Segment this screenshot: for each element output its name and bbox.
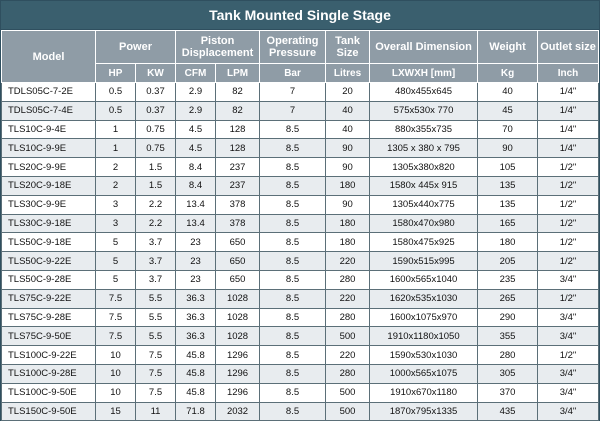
cell-dimension: 575x530x 770 xyxy=(370,101,478,120)
cell-model: TLS75C-9-28E xyxy=(2,308,96,327)
cell-cfm: 23 xyxy=(176,233,216,252)
unit-hp: HP xyxy=(96,64,136,83)
header-power: Power xyxy=(96,31,176,64)
cell-model: TLS10C-9-4E xyxy=(2,120,96,139)
cell-model: TLS100C-9-28E xyxy=(2,364,96,383)
table-row xyxy=(2,120,599,139)
cell-dimension: 880x355x735 xyxy=(370,120,478,139)
table-row xyxy=(2,214,599,233)
cell-kw: 2.2 xyxy=(136,195,176,214)
cell-tank-litres: 500 xyxy=(326,327,370,346)
cell-tank-litres: 180 xyxy=(326,233,370,252)
cell-hp: 7.5 xyxy=(96,308,136,327)
cell-dimension: 1620x535x1030 xyxy=(370,289,478,308)
cell-model: TDLS05C-7-4E xyxy=(2,101,96,120)
cell-dimension: 1600x1075x970 xyxy=(370,308,478,327)
cell-outlet: 3/4" xyxy=(538,270,599,289)
cell-outlet: 1/2" xyxy=(538,214,599,233)
cell-dimension: 1590x515x995 xyxy=(370,252,478,271)
header-tank-size: Tank Size xyxy=(326,31,370,64)
unit-dimension: LXWXH [mm] xyxy=(370,64,478,83)
cell-kw: 3.7 xyxy=(136,252,176,271)
unit-litres: Litres xyxy=(326,64,370,83)
table-row xyxy=(2,308,599,327)
cell-cfm: 2.9 xyxy=(176,101,216,120)
cell-hp: 5 xyxy=(96,233,136,252)
cell-bar: 8.5 xyxy=(260,120,326,139)
cell-lpm: 650 xyxy=(216,233,260,252)
cell-model: TLS75C-9-50E xyxy=(2,327,96,346)
cell-lpm: 128 xyxy=(216,139,260,158)
table-row xyxy=(2,270,599,289)
cell-bar: 8.5 xyxy=(260,402,326,421)
cell-bar: 7 xyxy=(260,83,326,102)
cell-outlet: 1/4" xyxy=(538,139,599,158)
cell-outlet: 3/4" xyxy=(538,327,599,346)
header-weight: Weight xyxy=(478,31,538,64)
cell-hp: 10 xyxy=(96,383,136,402)
cell-hp: 5 xyxy=(96,252,136,271)
cell-model: TLS30C-9-9E xyxy=(2,195,96,214)
cell-outlet: 3/4" xyxy=(538,402,599,421)
cell-kw: 11 xyxy=(136,402,176,421)
cell-tank-litres: 280 xyxy=(326,364,370,383)
cell-tank-litres: 20 xyxy=(326,83,370,102)
cell-model: TDLS05C-7-2E xyxy=(2,83,96,102)
cell-tank-litres: 500 xyxy=(326,383,370,402)
cell-lpm: 650 xyxy=(216,270,260,289)
cell-cfm: 2.9 xyxy=(176,83,216,102)
cell-tank-litres: 220 xyxy=(326,289,370,308)
cell-cfm: 8.4 xyxy=(176,158,216,177)
cell-dimension: 1600x565x1040 xyxy=(370,270,478,289)
cell-dimension: 1910x670x1180 xyxy=(370,383,478,402)
cell-lpm: 378 xyxy=(216,195,260,214)
cell-lpm: 650 xyxy=(216,252,260,271)
cell-kw: 0.37 xyxy=(136,101,176,120)
cell-bar: 8.5 xyxy=(260,364,326,383)
cell-lpm: 1028 xyxy=(216,308,260,327)
cell-outlet: 1/4" xyxy=(538,101,599,120)
cell-tank-litres: 90 xyxy=(326,139,370,158)
cell-weight: 135 xyxy=(478,176,538,195)
cell-model: TLS75C-9-22E xyxy=(2,289,96,308)
table-row xyxy=(2,101,599,120)
cell-bar: 8.5 xyxy=(260,139,326,158)
cell-kw: 3.7 xyxy=(136,270,176,289)
cell-weight: 135 xyxy=(478,195,538,214)
cell-weight: 305 xyxy=(478,364,538,383)
cell-tank-litres: 280 xyxy=(326,270,370,289)
cell-hp: 5 xyxy=(96,270,136,289)
cell-hp: 15 xyxy=(96,402,136,421)
cell-dimension: 1000x565x1075 xyxy=(370,364,478,383)
cell-bar: 8.5 xyxy=(260,176,326,195)
unit-inch: Inch xyxy=(538,64,599,83)
table-title: Tank Mounted Single Stage xyxy=(1,1,599,30)
table-row xyxy=(2,402,599,421)
cell-lpm: 378 xyxy=(216,214,260,233)
cell-cfm: 45.8 xyxy=(176,364,216,383)
cell-lpm: 1028 xyxy=(216,327,260,346)
cell-bar: 8.5 xyxy=(260,383,326,402)
cell-tank-litres: 220 xyxy=(326,346,370,365)
cell-cfm: 36.3 xyxy=(176,327,216,346)
spec-table xyxy=(1,30,599,421)
cell-lpm: 2032 xyxy=(216,402,260,421)
cell-dimension: 1870x795x1335 xyxy=(370,402,478,421)
cell-model: TLS30C-9-18E xyxy=(2,214,96,233)
cell-weight: 265 xyxy=(478,289,538,308)
cell-dimension: 1910x1180x1050 xyxy=(370,327,478,346)
cell-hp: 7.5 xyxy=(96,289,136,308)
unit-kg: Kg xyxy=(478,64,538,83)
cell-hp: 3 xyxy=(96,214,136,233)
table-row xyxy=(2,289,599,308)
cell-lpm: 128 xyxy=(216,120,260,139)
table-body xyxy=(2,83,599,421)
cell-model: TLS150C-9-50E xyxy=(2,402,96,421)
cell-lpm: 82 xyxy=(216,101,260,120)
cell-weight: 90 xyxy=(478,139,538,158)
cell-lpm: 1028 xyxy=(216,289,260,308)
cell-outlet: 1/4" xyxy=(538,120,599,139)
cell-cfm: 4.5 xyxy=(176,139,216,158)
cell-dimension: 1590x530x1030 xyxy=(370,346,478,365)
table-row xyxy=(2,158,599,177)
cell-weight: 40 xyxy=(478,83,538,102)
unit-bar: Bar xyxy=(260,64,326,83)
cell-weight: 70 xyxy=(478,120,538,139)
table-row xyxy=(2,195,599,214)
cell-outlet: 1/2" xyxy=(538,176,599,195)
cell-cfm: 8.4 xyxy=(176,176,216,195)
cell-kw: 1.5 xyxy=(136,176,176,195)
cell-kw: 7.5 xyxy=(136,383,176,402)
table-row xyxy=(2,364,599,383)
cell-kw: 0.75 xyxy=(136,120,176,139)
cell-model: TLS20C-9-9E xyxy=(2,158,96,177)
cell-cfm: 23 xyxy=(176,252,216,271)
table-row xyxy=(2,83,599,102)
cell-hp: 7.5 xyxy=(96,327,136,346)
cell-model: TLS100C-9-22E xyxy=(2,346,96,365)
cell-kw: 3.7 xyxy=(136,233,176,252)
cell-hp: 2 xyxy=(96,176,136,195)
cell-model: TLS10C-9-9E xyxy=(2,139,96,158)
cell-weight: 180 xyxy=(478,233,538,252)
cell-weight: 165 xyxy=(478,214,538,233)
cell-tank-litres: 40 xyxy=(326,101,370,120)
cell-cfm: 45.8 xyxy=(176,346,216,365)
cell-bar: 8.5 xyxy=(260,346,326,365)
cell-bar: 8.5 xyxy=(260,289,326,308)
cell-lpm: 1296 xyxy=(216,364,260,383)
header-model: Model xyxy=(2,31,96,83)
cell-cfm: 45.8 xyxy=(176,383,216,402)
cell-kw: 7.5 xyxy=(136,346,176,365)
table-row xyxy=(2,383,599,402)
cell-hp: 10 xyxy=(96,364,136,383)
unit-cfm: CFM xyxy=(176,64,216,83)
cell-dimension: 1305 x 380 x 795 xyxy=(370,139,478,158)
cell-weight: 280 xyxy=(478,346,538,365)
cell-weight: 355 xyxy=(478,327,538,346)
header-operating-pressure: Operating Pressure xyxy=(260,31,326,64)
cell-tank-litres: 180 xyxy=(326,176,370,195)
cell-weight: 205 xyxy=(478,252,538,271)
cell-cfm: 13.4 xyxy=(176,214,216,233)
cell-model: TLS50C-9-28E xyxy=(2,270,96,289)
cell-cfm: 36.3 xyxy=(176,289,216,308)
header-piston-displacement: Piston Displacement xyxy=(176,31,260,64)
cell-dimension: 480x455x645 xyxy=(370,83,478,102)
cell-lpm: 1296 xyxy=(216,383,260,402)
cell-bar: 8.5 xyxy=(260,270,326,289)
cell-tank-litres: 180 xyxy=(326,214,370,233)
cell-bar: 8.5 xyxy=(260,233,326,252)
cell-lpm: 237 xyxy=(216,158,260,177)
cell-model: TLS100C-9-50E xyxy=(2,383,96,402)
cell-outlet: 1/2" xyxy=(538,195,599,214)
cell-model: TLS20C-9-18E xyxy=(2,176,96,195)
cell-tank-litres: 40 xyxy=(326,120,370,139)
cell-outlet: 1/2" xyxy=(538,158,599,177)
cell-cfm: 13.4 xyxy=(176,195,216,214)
cell-kw: 0.37 xyxy=(136,83,176,102)
cell-model: TLS50C-9-22E xyxy=(2,252,96,271)
cell-dimension: 1305x380x820 xyxy=(370,158,478,177)
cell-bar: 8.5 xyxy=(260,195,326,214)
cell-kw: 0.75 xyxy=(136,139,176,158)
cell-kw: 5.5 xyxy=(136,327,176,346)
cell-weight: 290 xyxy=(478,308,538,327)
table-row xyxy=(2,327,599,346)
cell-tank-litres: 500 xyxy=(326,402,370,421)
cell-cfm: 4.5 xyxy=(176,120,216,139)
cell-weight: 45 xyxy=(478,101,538,120)
cell-outlet: 3/4" xyxy=(538,364,599,383)
cell-bar: 8.5 xyxy=(260,252,326,271)
cell-tank-litres: 90 xyxy=(326,158,370,177)
table-row xyxy=(2,233,599,252)
cell-lpm: 237 xyxy=(216,176,260,195)
cell-bar: 8.5 xyxy=(260,327,326,346)
cell-bar: 8.5 xyxy=(260,158,326,177)
cell-hp: 10 xyxy=(96,346,136,365)
cell-weight: 435 xyxy=(478,402,538,421)
cell-bar: 8.5 xyxy=(260,214,326,233)
header-overall-dimension: Overall Dimension xyxy=(370,31,478,64)
cell-weight: 370 xyxy=(478,383,538,402)
cell-cfm: 36.3 xyxy=(176,308,216,327)
cell-kw: 5.5 xyxy=(136,289,176,308)
cell-lpm: 1296 xyxy=(216,346,260,365)
cell-kw: 1.5 xyxy=(136,158,176,177)
cell-cfm: 23 xyxy=(176,270,216,289)
header-outlet-size: Outlet size xyxy=(538,31,599,64)
cell-kw: 7.5 xyxy=(136,364,176,383)
cell-dimension: 1580x470x980 xyxy=(370,214,478,233)
unit-lpm: LPM xyxy=(216,64,260,83)
cell-dimension: 1305x440x775 xyxy=(370,195,478,214)
cell-hp: 1 xyxy=(96,120,136,139)
cell-kw: 2.2 xyxy=(136,214,176,233)
cell-outlet: 1/2" xyxy=(538,289,599,308)
cell-hp: 3 xyxy=(96,195,136,214)
cell-hp: 0.5 xyxy=(96,83,136,102)
cell-weight: 235 xyxy=(478,270,538,289)
cell-hp: 2 xyxy=(96,158,136,177)
table-row xyxy=(2,176,599,195)
table-row xyxy=(2,252,599,271)
unit-kw: KW xyxy=(136,64,176,83)
cell-weight: 105 xyxy=(478,158,538,177)
cell-tank-litres: 280 xyxy=(326,308,370,327)
cell-hp: 1 xyxy=(96,139,136,158)
cell-outlet: 1/2" xyxy=(538,346,599,365)
cell-tank-litres: 220 xyxy=(326,252,370,271)
cell-hp: 0.5 xyxy=(96,101,136,120)
table-row xyxy=(2,139,599,158)
cell-tank-litres: 90 xyxy=(326,195,370,214)
cell-outlet: 1/2" xyxy=(538,252,599,271)
cell-outlet: 1/2" xyxy=(538,233,599,252)
cell-dimension: 1580x 445x 915 xyxy=(370,176,478,195)
cell-cfm: 71.8 xyxy=(176,402,216,421)
cell-outlet: 3/4" xyxy=(538,383,599,402)
cell-bar: 7 xyxy=(260,101,326,120)
cell-dimension: 1580x475x925 xyxy=(370,233,478,252)
table-row xyxy=(2,346,599,365)
cell-kw: 5.5 xyxy=(136,308,176,327)
cell-bar: 8.5 xyxy=(260,308,326,327)
cell-outlet: 1/4" xyxy=(538,83,599,102)
cell-outlet: 3/4" xyxy=(538,308,599,327)
cell-lpm: 82 xyxy=(216,83,260,102)
cell-model: TLS50C-9-18E xyxy=(2,233,96,252)
